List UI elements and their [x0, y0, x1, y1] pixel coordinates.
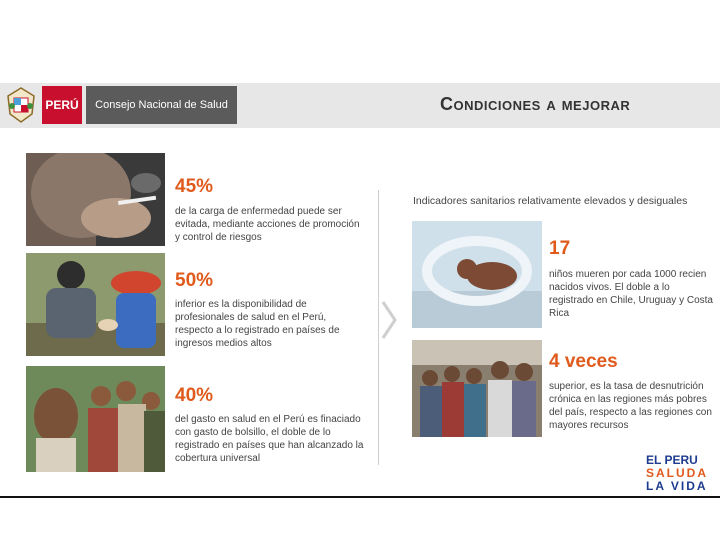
logo-line: SALUDA — [646, 466, 708, 480]
bottom-rule — [0, 496, 720, 498]
stat-description: niños mueren por cada 1000 recien nacidos vivos. El doble a lo registrado en Chile, Uruguay y Costa Rica — [549, 269, 713, 319]
peru-label: PERÚ — [42, 86, 82, 124]
logo-line: EL PERU — [646, 453, 698, 467]
stat-description: superior, es la tasa de desnutrición crónica en las regiones más pobres del país, respecto a las regiones con mayores recursos — [549, 381, 712, 431]
stat-value: 50% — [175, 270, 214, 291]
column-divider — [378, 190, 379, 465]
national-seal-icon — [4, 86, 38, 124]
stat-value: 4 veces — [549, 351, 618, 372]
children-photo — [26, 366, 165, 472]
institution-name: Consejo Nacional de Salud — [86, 86, 237, 124]
stat-value: 17 — [549, 238, 571, 259]
logo-line: LA VIDA — [646, 479, 708, 493]
campaign-logo — [646, 454, 708, 493]
incubator-photo — [412, 221, 542, 328]
stat-value: 45% — [175, 176, 214, 197]
stat-description: del gasto en salud en el Perú es finaciado con gasto de bolsillo, el doble de lo registrado en países que han alcanzado la cobertura universal — [175, 414, 364, 464]
health-worker-photo — [26, 253, 165, 356]
children-line-photo — [412, 340, 542, 437]
stat-description: inferior es la disponibilidad de profesionales de salud en el Perú, respecto a lo registrado en países de ingresos medios altos — [175, 299, 340, 349]
chevron-right-icon — [380, 300, 398, 340]
stat-description: de la carga de enfermedad puede ser evitada, mediante acciones de promoción y control de riesgos — [175, 206, 360, 243]
section-heading: Indicadores sanitarios relativamente elevados y desiguales — [413, 195, 688, 207]
smoking-photo — [26, 153, 165, 246]
page-title: Condiciones a mejorar — [440, 94, 631, 114]
stat-value: 40% — [175, 385, 214, 406]
